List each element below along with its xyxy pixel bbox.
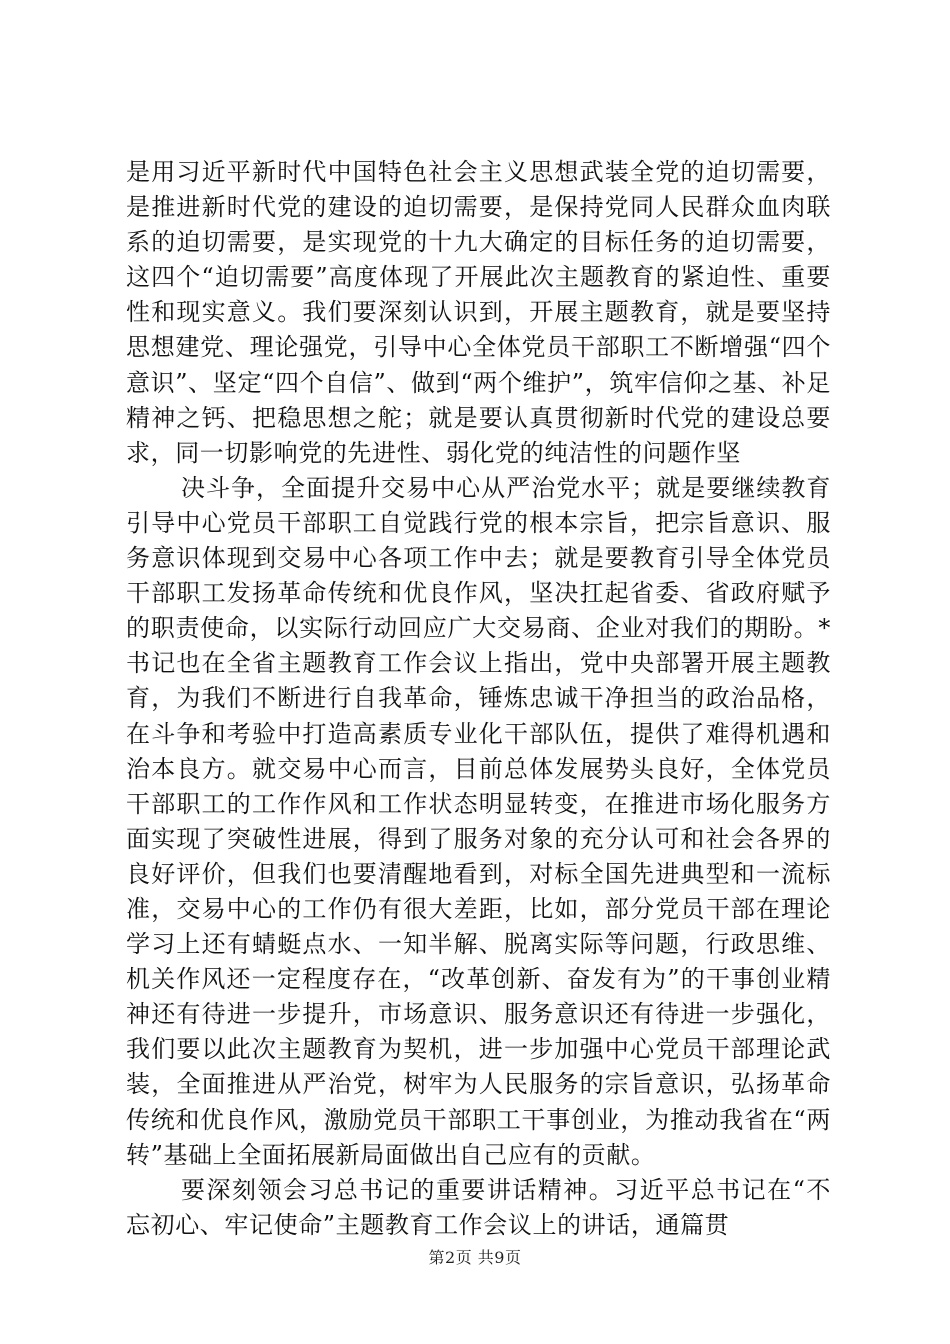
document-body (126, 155, 831, 1243)
paragraph-3: 要深刻领会习总书记的重要讲话精神。习近平总书记在“不忘初心、牢记使命”主题教育工作会议上的讲话，通篇贯 (126, 1175, 831, 1239)
page-footer: 第2页 共9页 (428, 1248, 522, 1267)
paragraph-1: 是用习近平新时代中国特色社会主义思想武装全党的迫切需要，是推进新时代党的建设的迫切需要，是保持党同人民群众血肉联系的迫切需要，是实现党的十九大确定的目标任务的迫切需要，这四个“迫切需要”高度体现了开展此次主题教育的紧迫性、重要性和现实意义。我们要深刻认识到，开展主题教育，就是要坚持思想建党、理论强党，引导中心全体党员干部职工不断增强“四个意识”、坚定“四个自信”、做到“两个维护”，筑牢信仰之基、补足精神之钙、把稳思想之舵；就是要认真贯彻新时代党的建设总要求，同一切影响党的先进性、弱化党的纯洁性的问题作坚 (126, 158, 831, 467)
paragraph-2: 决斗争，全面提升交易中心从严治党水平；就是要继续教育引导中心党员干部职工自觉践行党的根本宗旨，把宗旨意识、服务意识体现到交易中心各项工作中去；就是要教育引导全体党员干部职工发扬革命传统和优良作风，坚决扛起省委、省政府赋予的职责使命，以实际行动回应广大交易商、企业对我们的期盼。*书记也在全省主题教育工作会议上指出，党中央部署开展主题教育，为我们不断进行自我革命，锤炼忠诚干净担当的政治品格，在斗争和考验中打造高素质专业化干部队伍，提供了难得机遇和治本良方。就交易中心而言，目前总体发展势头良好，全体党员干部职工的工作作风和工作状态明显转变，在推进市场化服务方面实现了突破性进展，得到了服务对象的充分认可和社会各界的良好评价，但我们也要清醒地看到，对标全国先进典型和一流标准，交易中心的工作仍有很大差距，比如，部分党员干部在理论学习上还有蜻蜓点水、一知半解、脱离实际等问题，行政思维、机关作风还一定程度存在，“改革创新、奋发有为”的干事创业精神还有待进一步提升，市场意识、服务意识还有待进一步强化，我们要以此次主题教育为契机，进一步加强中心党员干部理论武装，全面推进从严治党，树牢为人民服务的宗旨意识，弘扬革命传统和优良作风，激励党员干部职工干事创业，为推动我省在“两转”基础上全面拓展新局面做出自己应有的贡献。 (126, 473, 831, 1169)
